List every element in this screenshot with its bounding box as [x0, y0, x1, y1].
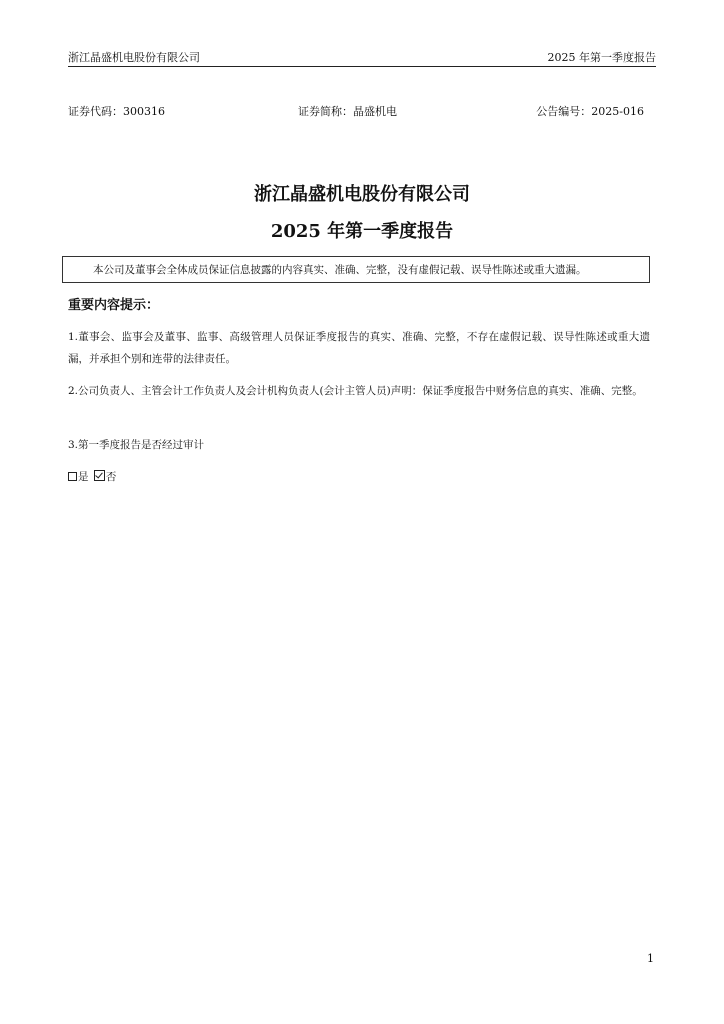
- important-item-3: 3.第一季度报告是否经过审计: [68, 439, 205, 451]
- header-report-title: 2025 年第一季度报告: [547, 51, 656, 64]
- stock-code: 证券代码：300316: [68, 105, 165, 118]
- audit-option-yes: 是: [78, 471, 89, 483]
- checked-box-icon: [94, 470, 105, 481]
- notice-number: 公告编号：2025-016: [536, 105, 644, 118]
- disclosure-statement-box: [62, 256, 650, 283]
- document-title-company: 浙江晶盛机电股份有限公司: [254, 184, 470, 205]
- disclosure-statement-text: 本公司及董事会全体成员保证信息披露的内容真实、准确、完整，没有虚假记载、误导性陈述或重大遗漏。: [93, 264, 587, 276]
- unchecked-box-icon: [68, 472, 77, 481]
- important-item-2: 2.公司负责人、主管会计工作负责人及会计机构负责人(会计主管人员)声明：保证季度报告中财务信息的真实、准确、完整。: [68, 385, 643, 397]
- header-company: 浙江晶盛机电股份有限公司: [68, 51, 200, 64]
- important-item-1: 1.董事会、监事会及董事、监事、高级管理人员保证季度报告的真实、准确、完整，不存在虚假记载、误导性陈述或重大遗漏，并承担个别和连带的法律责任。: [68, 331, 650, 365]
- page-number: 1: [647, 952, 654, 965]
- document-title-report: 2025 年第一季度报告: [270, 221, 454, 242]
- audit-option-no: 否: [105, 471, 117, 483]
- page-header: [68, 50, 656, 67]
- important-notice-heading: 重要内容提示：: [68, 298, 160, 313]
- stock-short-name: 证券简称：晶盛机电: [298, 105, 397, 118]
- audit-options: [68, 466, 118, 488]
